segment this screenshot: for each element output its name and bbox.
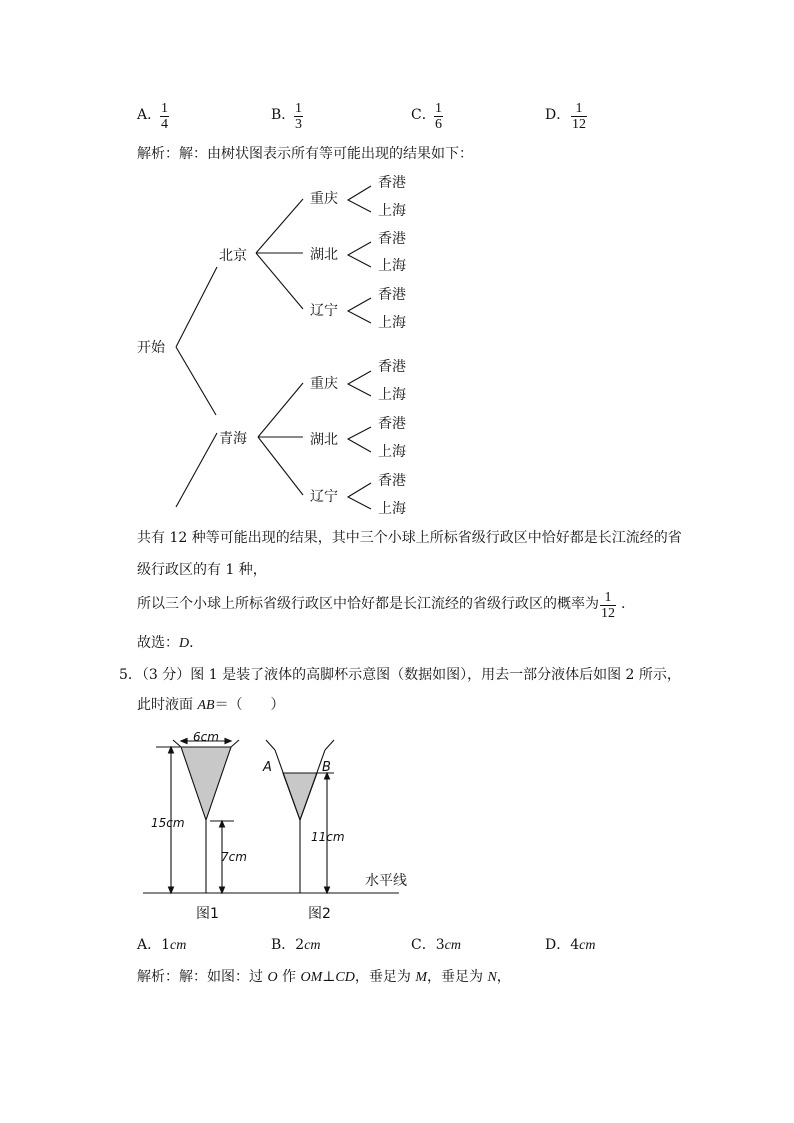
goblet-figure: [0, 720, 794, 930]
tree-node-liaoning: 辽宁: [310, 489, 338, 505]
q4-option-b-fraction: $\frac{1}{3}$: [295, 101, 302, 132]
q4-option-a-fraction: $\frac{1}{4}$: [161, 101, 168, 132]
tree-leaf-shanghai: 上海: [378, 387, 406, 403]
q4-answer-prefix: 故选：: [137, 635, 179, 651]
tree-leaf-hongkong: 香港: [378, 175, 406, 191]
tree-leaf-shanghai: 上海: [378, 315, 406, 331]
q5-stem-line1: [119, 667, 681, 683]
q4-probability-text: 所以三个小球上所标省级行政区中恰好都是长江流经的省级行政区的概率为: [137, 596, 599, 612]
q4-option-d-letter: D．: [545, 107, 571, 123]
q4-option-a-letter: A．: [137, 107, 162, 123]
q5-stem-text: （3 分）图 1 是装了液体的高脚杯示意图（数据如图），用去一部分液体后如图 2 所示，: [141, 667, 681, 683]
fig1-caption: 图1: [196, 906, 219, 922]
q5-option-a: A．1cm: [137, 937, 187, 953]
fig2-caption: 图2: [308, 906, 331, 922]
tree-node-beijing: 北京: [219, 248, 247, 264]
q4-option-b-letter: B．: [271, 107, 296, 123]
width-label-6cm: 6cm: [193, 730, 219, 744]
tree-leaf-shanghai: 上海: [378, 258, 406, 274]
tree-node-chongqing: 重庆: [310, 191, 338, 207]
tree-node-qinghai: 青海: [219, 431, 247, 447]
tree-leaf-hongkong: 香港: [378, 231, 406, 247]
tree-node-hubei: 湖北: [310, 247, 338, 263]
tree-node-hubei: 湖北: [310, 432, 338, 448]
q5-stem-suffix: ＝（ ）: [214, 697, 285, 713]
q4-answer: [137, 635, 194, 652]
q4-probability-fraction: $\frac{1}{12}$: [601, 590, 615, 621]
tree-leaf-shanghai: 上海: [378, 444, 406, 460]
q5-number: 5．: [119, 667, 142, 683]
q5-analysis: 解析：解：如图：过 O 作 OM⊥CD，垂足为 M，垂足为 N，: [137, 969, 511, 985]
probability-tree-diagram: [0, 165, 794, 525]
level-label-11cm: 11cm: [311, 830, 345, 844]
stem-label-7cm: 7cm: [221, 850, 247, 864]
tree-root-label: 开始: [137, 340, 165, 356]
q4-option-c-fraction: $\frac{1}{6}$: [435, 101, 442, 132]
q5-option-c: C．3cm: [411, 937, 461, 953]
tree-leaf-hongkong: 香港: [378, 473, 406, 489]
q5-stem-line2: [137, 697, 285, 714]
q4-conclusion-line1: 共有 12 种等可能出现的结果，其中三个小球上所标省级行政区中恰好都是长江流经的省: [137, 530, 682, 546]
q4-conclusion-line2: 级行政区的有 1 种，: [137, 562, 267, 578]
q4-option-c-letter: C．: [411, 107, 436, 123]
tree-node-chongqing: 重庆: [310, 376, 338, 392]
tree-leaf-hongkong: 香港: [378, 287, 406, 303]
point-a-label: A: [263, 760, 272, 775]
tree-leaf-hongkong: 香港: [378, 416, 406, 432]
tree-leaf-hongkong: 香港: [378, 359, 406, 375]
height-label-15cm: 15cm: [151, 816, 185, 830]
q5-stem-prefix: 此时液面: [137, 697, 198, 713]
q4-answer-letter: D: [179, 636, 190, 651]
horizon-label: 水平线: [365, 873, 407, 889]
q5-stem-ab: AB: [197, 698, 215, 713]
q5-option-b: B．2cm: [271, 937, 321, 953]
q5-option-d: D．4cm: [545, 937, 596, 953]
q4-probability-period: .: [621, 596, 626, 612]
q4-answer-end: .: [189, 635, 194, 651]
tree-node-liaoning: 辽宁: [310, 303, 338, 319]
tree-leaf-shanghai: 上海: [378, 203, 406, 219]
q4-analysis-intro: 解析：解：由树状图表示所有等可能出现的结果如下：: [137, 146, 473, 162]
q4-option-d-fraction: $\frac{1}{12}$: [572, 101, 586, 132]
point-b-label: B: [322, 760, 331, 775]
tree-branches: [176, 186, 371, 509]
tree-leaf-shanghai: 上海: [378, 501, 406, 517]
